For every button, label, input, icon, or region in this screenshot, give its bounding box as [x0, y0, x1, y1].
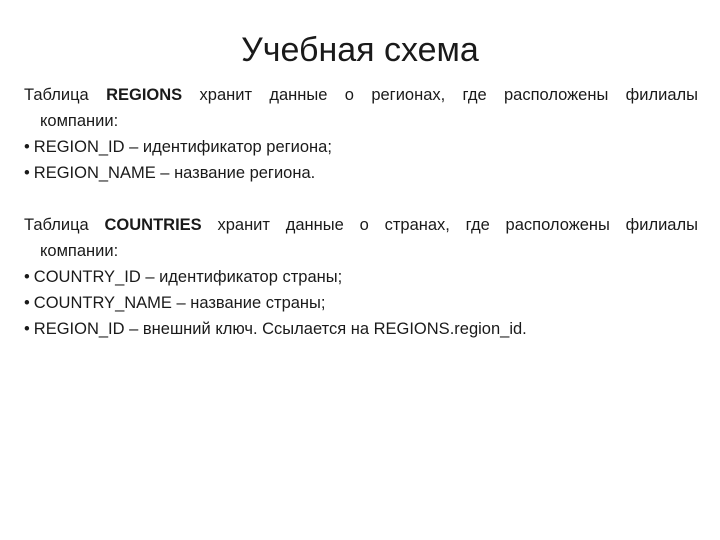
list-item — [24, 316, 698, 342]
bullet-icon: • — [24, 164, 30, 182]
bullet-icon: • — [24, 320, 30, 338]
slide-title: Учебная схема — [241, 31, 479, 69]
bullet-icon: • — [24, 268, 30, 286]
list-item — [24, 264, 698, 290]
regions-intro-line — [24, 82, 698, 108]
bullet-icon: • — [24, 138, 30, 156]
regions-intro-suffix: хранит данные о регионах, где расположены филиалы — [199, 86, 698, 104]
countries-section — [24, 212, 698, 342]
regions-bullet-text: REGION_ID – идентификатор региона; — [33, 138, 332, 156]
regions-section — [24, 82, 698, 186]
countries-bullet-text: COUNTRY_ID – идентификатор страны; — [33, 268, 343, 286]
countries-intro-prefix: Таблица — [24, 216, 89, 234]
countries-bullet-text: REGION_ID – внешний ключ. Ссылается на REGIONS.region_id. — [33, 320, 527, 338]
countries-table-name: COUNTRIES — [104, 216, 202, 234]
countries-intro-continuation: компании: — [40, 242, 119, 260]
list-item — [24, 160, 698, 186]
countries-bullet-text: COUNTRY_NAME – название страны; — [33, 294, 326, 312]
list-item — [24, 134, 698, 160]
slide-body — [24, 82, 698, 342]
regions-table-name: REGIONS — [106, 86, 183, 104]
bullet-icon: • — [24, 294, 30, 312]
regions-bullet-text: REGION_NAME – название региона. — [33, 164, 316, 182]
section-spacer — [24, 186, 698, 212]
countries-intro-line — [24, 212, 698, 238]
regions-intro-prefix: Таблица — [24, 86, 89, 104]
list-item — [24, 290, 698, 316]
countries-intro-suffix: хранит данные о странах, где расположены филиалы — [217, 216, 698, 234]
regions-intro-continuation: компании: — [40, 112, 119, 130]
